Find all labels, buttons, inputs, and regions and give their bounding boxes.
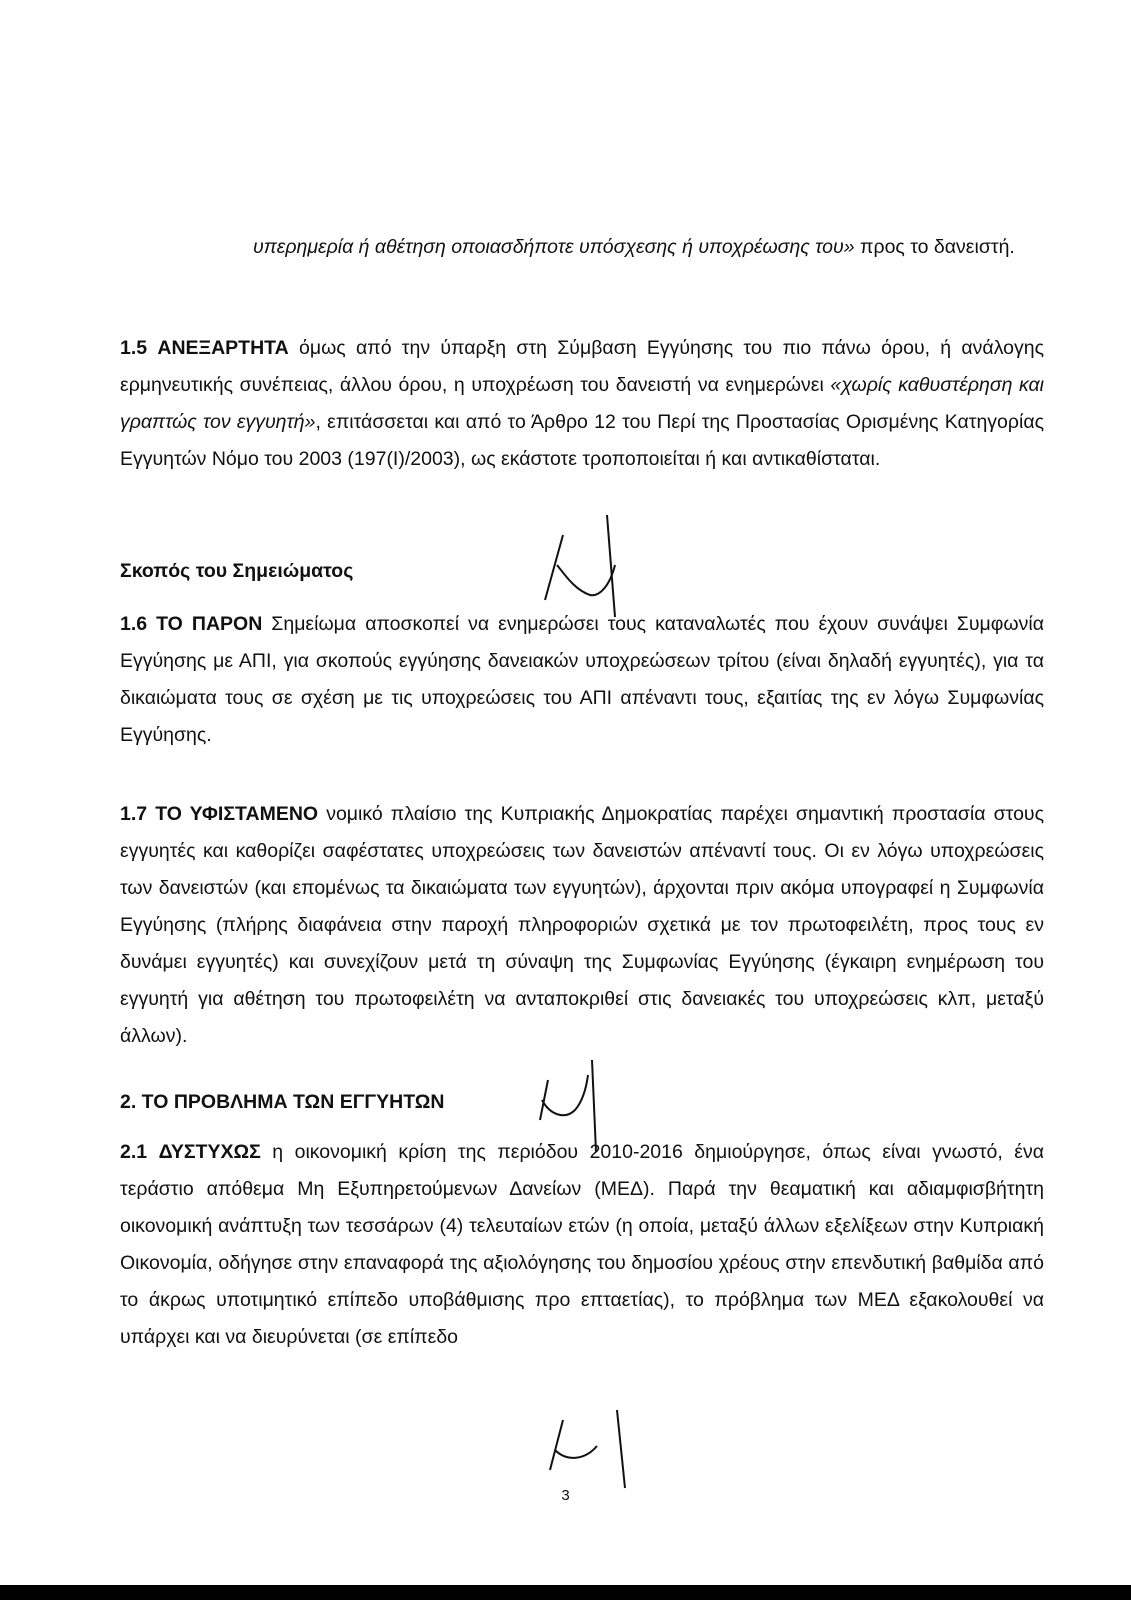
paragraph-number: 1.6 [120,613,148,635]
handwritten-initials-signature [545,1410,635,1490]
paragraph-italic-quote: «χωρίς καθυστέρηση και γραπτώς τον εγγυητή» [120,374,1044,433]
handwritten-initials-signature [535,515,625,620]
paragraph-lead: ΤΟ ΠΑΡΟΝ [156,613,263,635]
handwritten-initials-signature [530,1060,610,1155]
continuation-rest: προς το δανειστή. [854,236,1015,258]
paragraph-number: 1.7 [120,803,148,825]
paragraph-1-6 [120,606,1044,754]
section-heading-2: 2. ΤΟ ΠΡΟΒΛΗΜΑ ΤΩΝ ΕΓΓΥΗΤΩΝ [120,1091,445,1113]
page-number: 3 [561,1487,570,1504]
paragraph-lead: ΔΥΣΤΥΧΩΣ [158,1141,261,1163]
paragraph-text: η οικονομική κρίση της περιόδου 2010-2016 δημιούργησε, όπως είναι γνωστό, ένα τεράστιο απόθεμα Μη Εξυπηρετούμενων Δανείων (ΜΕΔ). Παρά την θεαματική και αδιαμφισβήτητη οικονομική ανάπτυξη των τεσσάρων (4) τελευταίων ετών (η οποία, μεταξύ άλλων εξελίξεων στην Κυπριακή Οικονομία, οδήγησε στην επαναφορά της αξιολόγησης του δημοσίου χρέους στην επενδυτική βαθμίδα από το άκρως υποτιμητικό επίπεδο υποβάθμισης προ επταετίας), το πρόβλημα των ΜΕΔ εξακολουθεί να υπάρχει και να διευρύνεται (σε επίπεδο [120,1141,1044,1348]
paragraph-text: Σημείωμα αποσκοπεί να ενημερώσει τους καταναλωτές που έχουν συνάψει Συμφωνία Εγγύησης με ΑΠΙ, για σκοπούς εγγύησης δανειακών υποχρεώσεων τρίτου (είναι δηλαδή εγγυητές), για τα δικαιώματα τους σε σχέση με τις υποχρεώσεις του ΑΠΙ απέναντι τους, εξαιτίας της εν λόγω Συμφωνίας Εγγύησης. [120,613,1044,746]
paragraph-1-7 [120,796,1044,1055]
scan-border-bar [0,1585,1131,1600]
paragraph-lead: ΑΝΕΞΑΡΤΗΤΑ [157,337,289,359]
paragraph-number: 2.1 [120,1141,148,1163]
continuation-italic: υπερημερία ή αθέτηση οποιασδήποτε υπόσχεσης ή υποχρέωσης του» [253,236,855,258]
paragraph-text: , επιτάσσεται και από το Άρθρο 12 του Περί της Προστασίας Ορισμένης Κατηγορίας Εγγυητών Νόμο του 2003 (197(I)/2003), ως εκάστοτε τροποποιείται ή και αντικαθίσταται. [120,411,1044,470]
paragraph-text: όμως από την ύπαρξη στη Σύμβαση Εγγύησης του πιο πάνω όρου, ή ανάλογης ερμηνευτικής συνέπειας, άλλου όρου, η υποχρέωση του δανειστή να ενημερώνει [120,337,1044,396]
paragraph-number: 1.5 [120,337,148,359]
paragraph-text: νομικό πλαίσιο της Κυπριακής Δημοκρατίας παρέχει σημαντική προστασία στους εγγυητές και καθορίζει σαφέστατες υποχρεώσεις των δανειστών απέναντί τους. Οι εν λόγω υποχρεώσεις των δανειστών (και επομένως τα δικαιώματα των εγγυητών), άρχονται πριν ακόμα υπογραφεί η Συμφωνία Εγγύησης (πλήρης διαφάνεια στην παροχή πληροφοριών σχετικά με τον πρωτοφειλέτη, προς τους εν δυνάμει εγγυητές) και συνεχίζουν μετά τη σύναψη της Συμφωνίας Εγγύησης (έγκαιρη ενημέρωση του εγγυητή για αθέτηση του πρωτοφειλέτη να ανταποκριθεί στις δανειακές του υποχρεώσεις κλπ, μεταξύ άλλων). [120,803,1044,1047]
section-heading-skopos: Σκοπός του Σημειώματος [120,560,354,582]
paragraph-continuation [253,229,1044,266]
paragraph-lead: ΤΟ ΥΦΙΣΤΑΜΕΝΟ [155,803,319,825]
paragraph-1-5 [120,330,1044,478]
paragraph-2-1 [120,1134,1044,1356]
